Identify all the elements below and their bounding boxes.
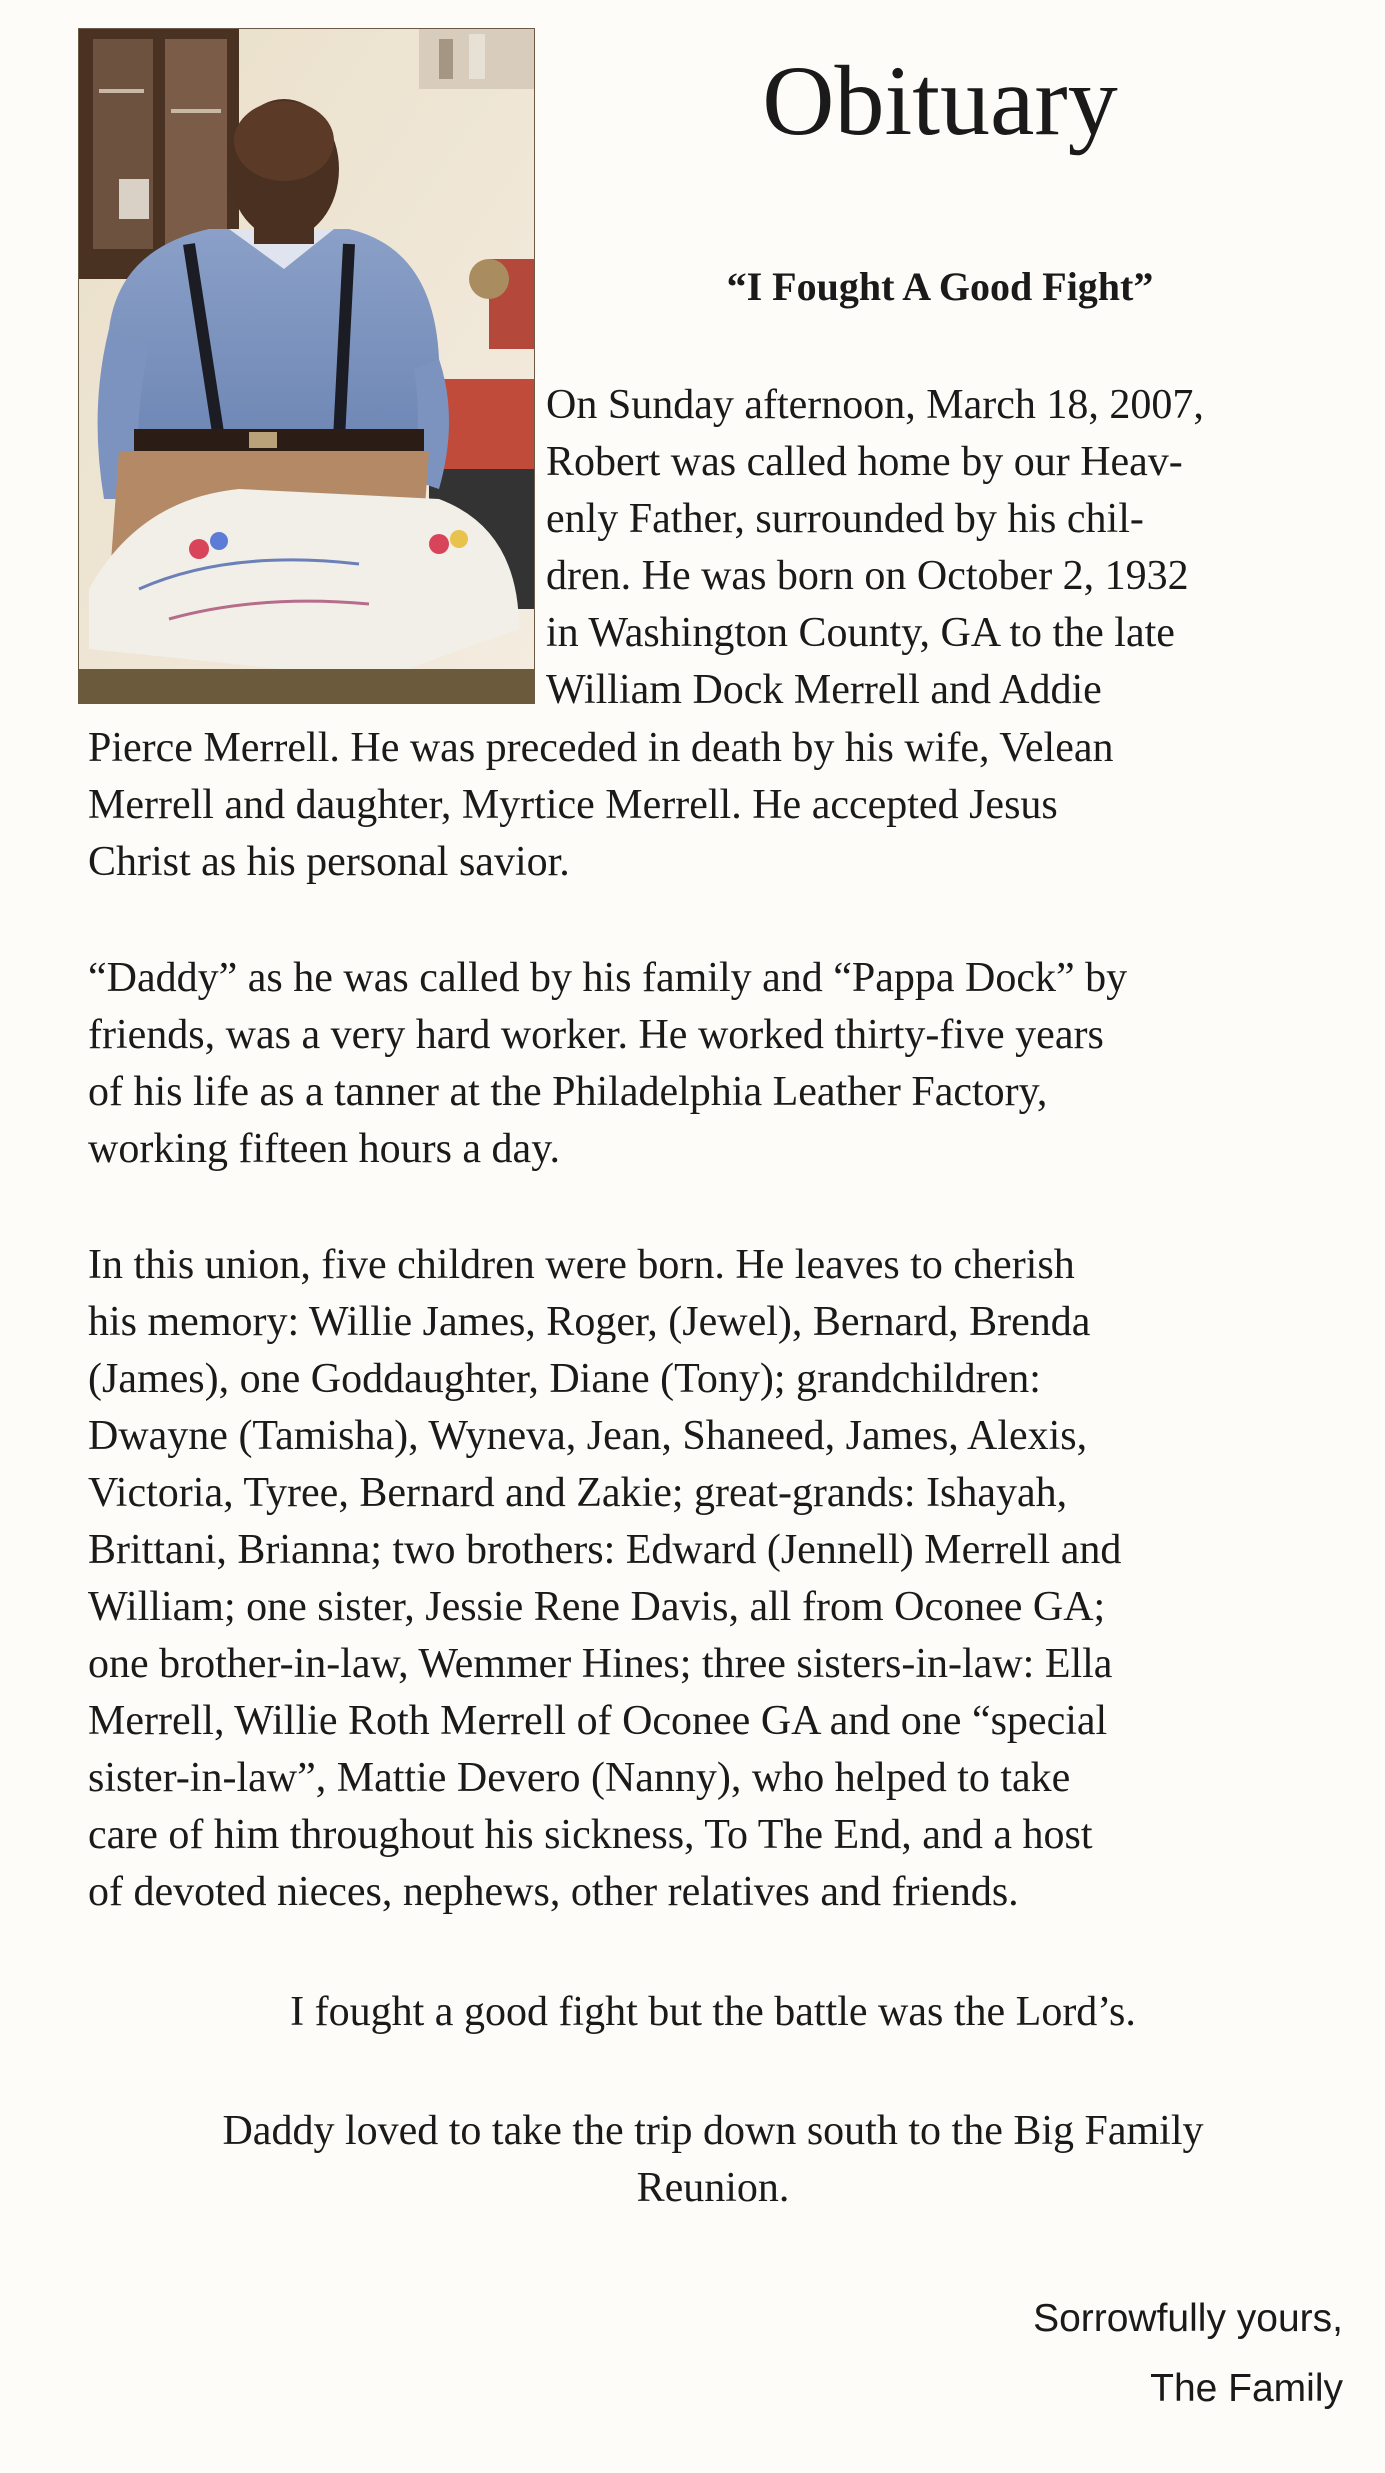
- page-title: Obituary: [762, 45, 1118, 156]
- signoff-line: Sorrowfully yours,: [1033, 2297, 1343, 2340]
- intro-line: in Washington County, GA to the late: [546, 610, 1175, 656]
- paragraph-line: friends, was a very hard worker. He worked thirty-five years: [88, 1012, 1104, 1058]
- intro-line: dren. He was born on October 2, 1932: [546, 553, 1189, 599]
- intro-line: enly Father, surrounded by his chil-: [546, 496, 1144, 542]
- intro-line: William Dock Merrell and Addie: [546, 667, 1102, 713]
- reunion-line: Daddy loved to take the trip down south to the Big Family: [222, 2108, 1204, 2154]
- paragraph-line: of his life as a tanner at the Philadelphia Leather Factory,: [88, 1069, 1048, 1115]
- paragraph-line: his memory: Willie James, Roger, (Jewel), Bernard, Brenda: [88, 1299, 1091, 1345]
- closing-line: I fought a good fight but the battle was the Lord’s.: [290, 1989, 1136, 2035]
- paragraph-line: Pierce Merrell. He was preceded in death by his wife, Velean: [88, 725, 1114, 771]
- intro-line: Robert was called home by our Heav-: [546, 439, 1183, 485]
- subtitle: “I Fought A Good Fight”: [726, 264, 1154, 309]
- paragraph-line: William; one sister, Jessie Rene Davis, all from Oconee GA;: [88, 1584, 1106, 1630]
- paragraph-line: working fifteen hours a day.: [88, 1126, 560, 1172]
- intro-line: On Sunday afternoon, March 18, 2007,: [546, 382, 1204, 428]
- paragraph-line: sister-in-law”, Mattie Devero (Nanny), who helped to take: [88, 1755, 1071, 1801]
- reunion-line: Reunion.: [636, 2165, 790, 2211]
- paragraph-line: one brother-in-law, Wemmer Hines; three sisters-in-law: Ella: [88, 1641, 1113, 1687]
- paragraph-line: In this union, five children were born. He leaves to cherish: [88, 1242, 1075, 1288]
- paragraph-line: Merrell, Willie Roth Merrell of Oconee GA and one “special: [88, 1698, 1108, 1744]
- portrait-photo: [78, 28, 535, 704]
- paragraph-line: Dwayne (Tamisha), Wyneva, Jean, Shaneed, James, Alexis,: [88, 1413, 1088, 1459]
- paragraph-line: (James), one Goddaughter, Diane (Tony); grandchildren:: [88, 1356, 1041, 1402]
- paragraph-line: care of him throughout his sickness, To The End, and a host: [88, 1812, 1093, 1858]
- paragraph-line: of devoted nieces, nephews, other relatives and friends.: [88, 1869, 1019, 1915]
- paragraph-line: Merrell and daughter, Myrtice Merrell. He accepted Jesus: [88, 782, 1058, 828]
- signoff-signature: The Family: [1150, 2367, 1343, 2410]
- paragraph-line: Victoria, Tyree, Bernard and Zakie; great-grands: Ishayah,: [88, 1470, 1068, 1516]
- paragraph-line: Brittani, Brianna; two brothers: Edward (Jennell) Merrell and: [88, 1527, 1122, 1573]
- paragraph-line: “Daddy” as he was called by his family and “Pappa Dock” by: [88, 955, 1128, 1001]
- paragraph-line: Christ as his personal savior.: [88, 839, 570, 885]
